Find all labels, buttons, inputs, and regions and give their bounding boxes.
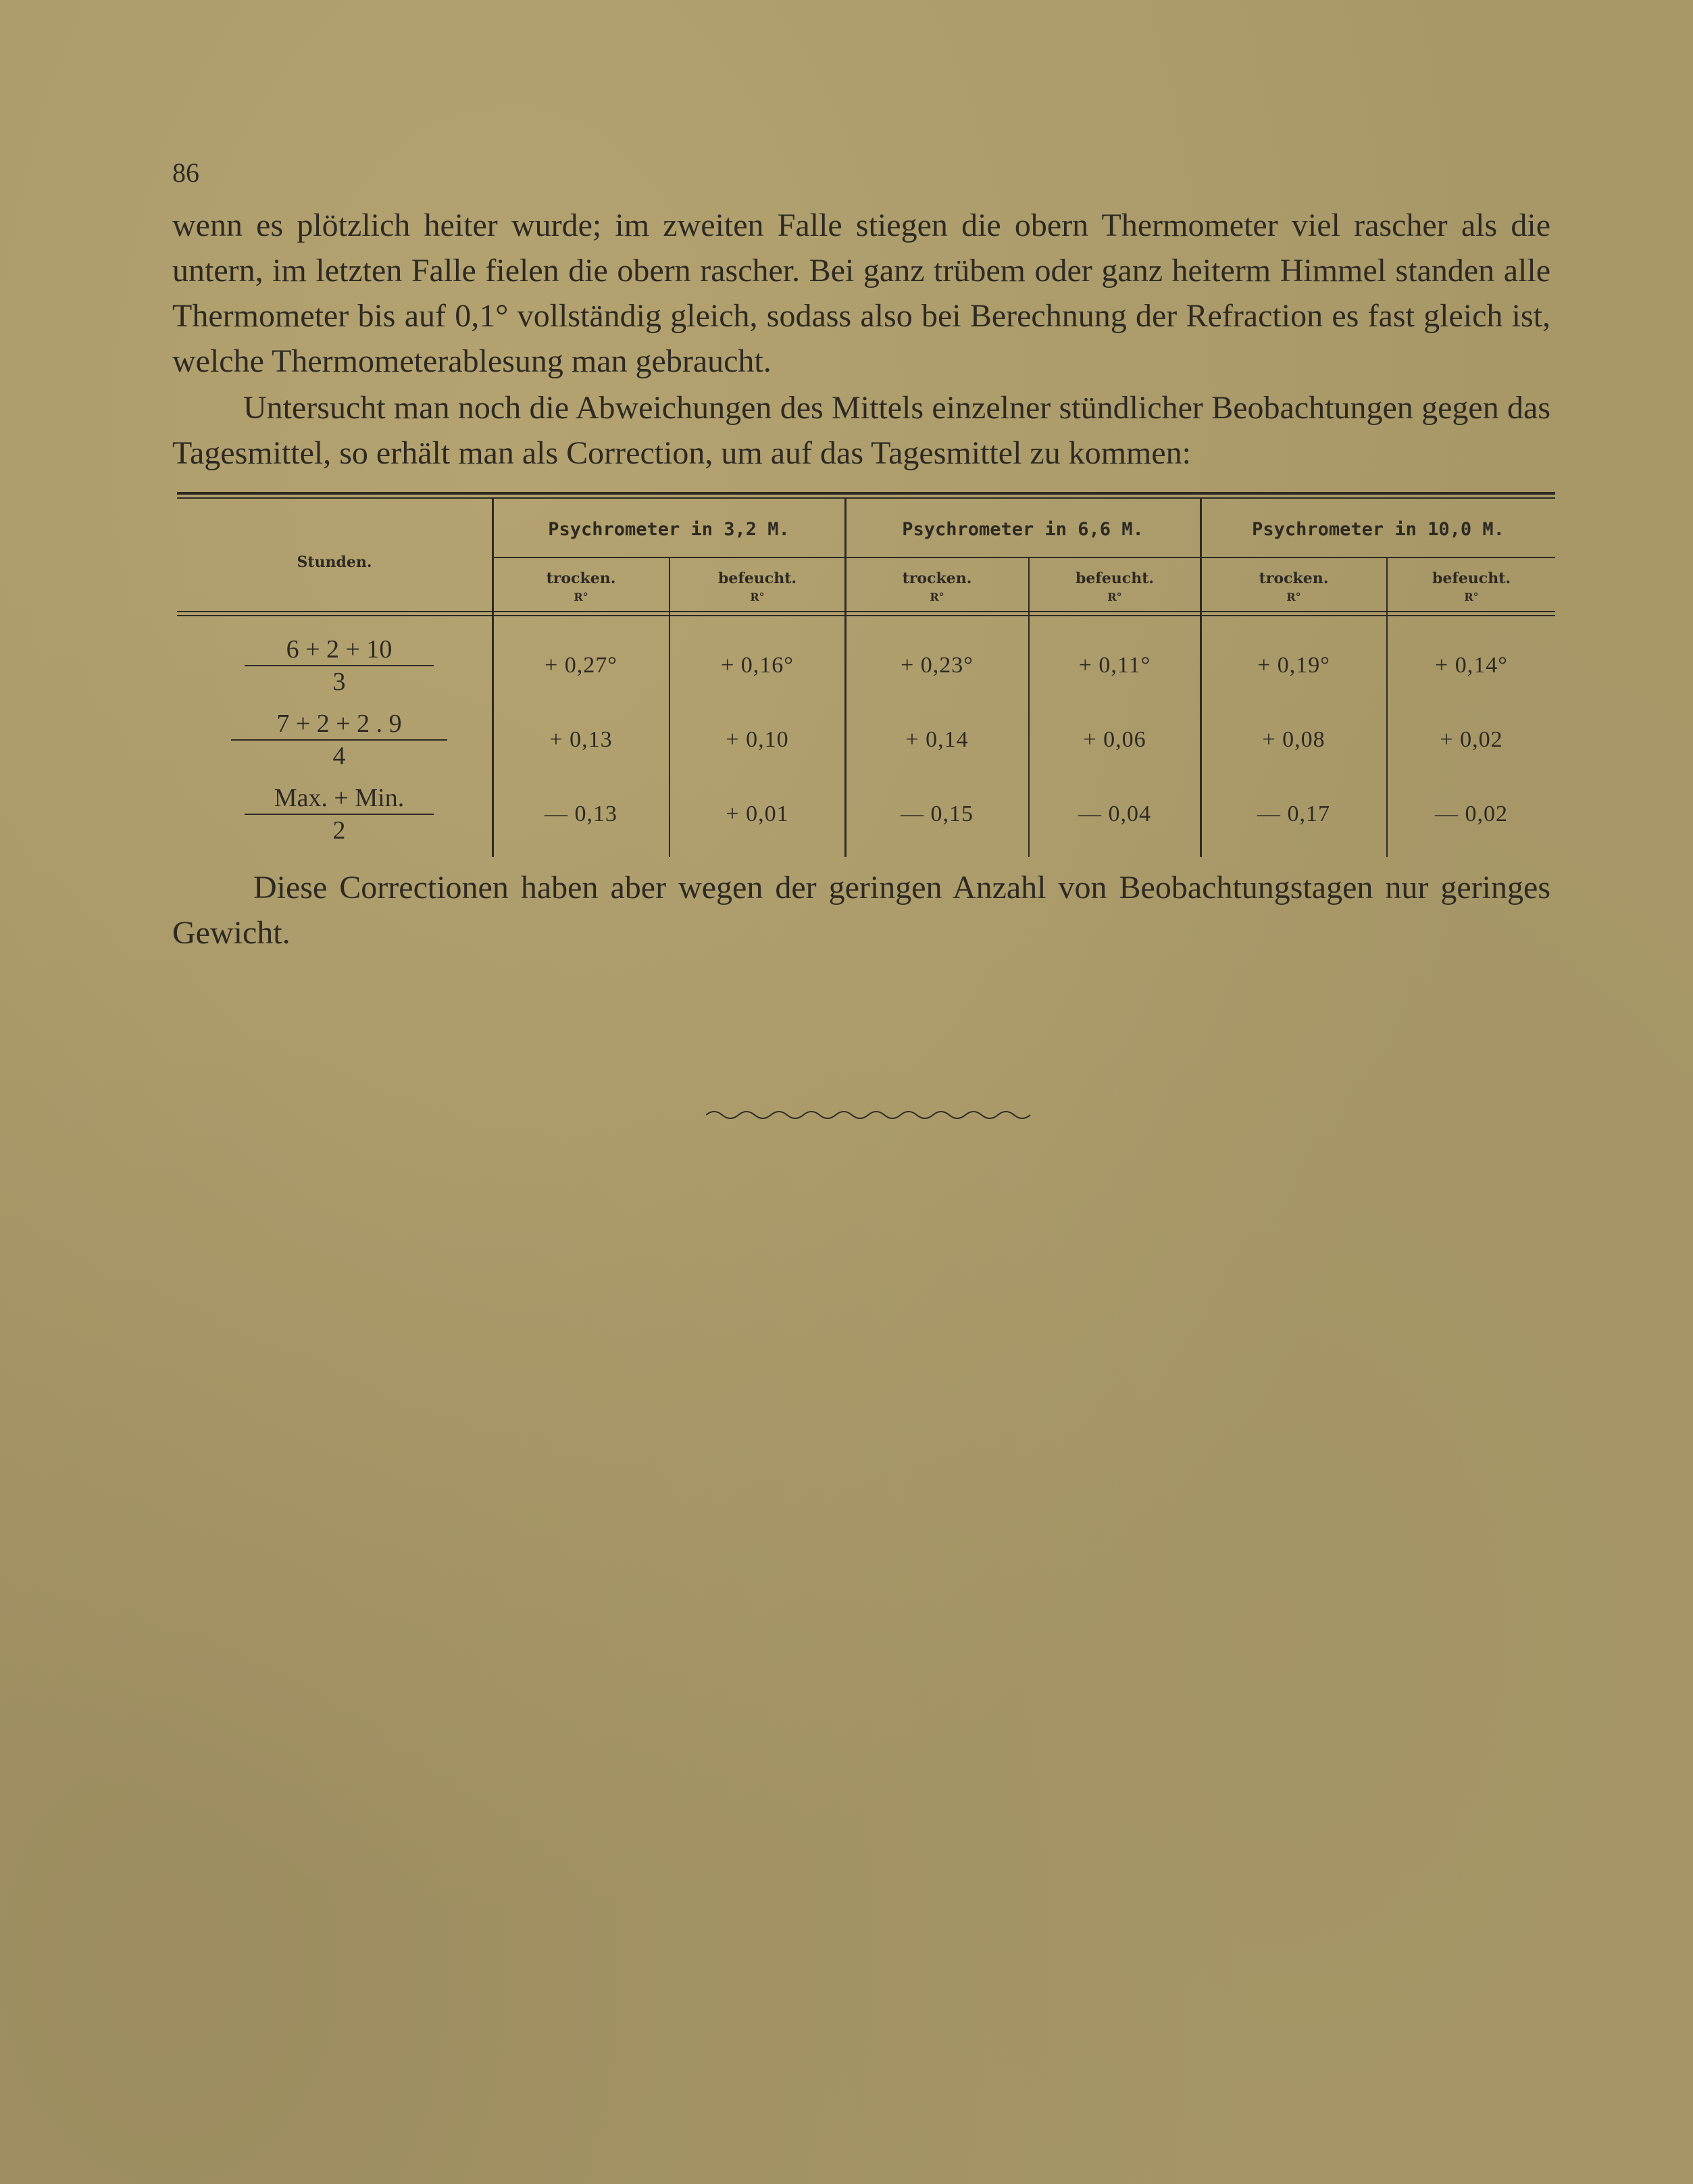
subheader-befeucht: befeucht. R° [717,570,797,603]
table-cell: + 0,14° [1435,653,1508,678]
table-cell: + 0,13 [549,727,613,752]
table-cell: — 0,13 [545,801,617,826]
table-cell: + 0,10 [726,727,789,752]
subheader-trocken: trocken. R° [546,570,616,603]
table-cell: + 0,23° [901,653,974,678]
paragraph-3: Diese Correctionen haben aber wegen der geringen Anzahl von Beobachtungstagen nur geringes Gewicht. [172,870,1550,951]
subheader-trocken: trocken. R° [902,570,972,603]
table-cell: — 0,17 [1257,801,1330,826]
table-cell: + 0,11° [1078,653,1151,678]
table-row-label-fraction: Max. + Min. 2 [245,784,434,845]
stunden-header: Stunden. [297,553,372,571]
header-bottom-rule-thin [177,615,1555,616]
subheader-trocken: trocken. R° [1259,570,1329,603]
table-cell: + 0,02 [1440,727,1503,752]
end-ornament [706,1107,1044,1120]
group-header-2: Psychrometer in 6,6 M. [902,519,1144,540]
table-cell: + 0,16° [721,653,794,678]
table-cell: + 0,14 [905,727,969,752]
header-bottom-rule [177,611,1555,612]
subheader-befeucht: befeucht. R° [1432,570,1511,603]
page-number: 86 [172,157,199,188]
table-top-rule-thin [177,497,1555,499]
table-row-label-fraction: 7 + 2 + 2 . 9 4 [231,710,447,770]
table-cell: — 0,02 [1435,801,1508,826]
group-header-1: Psychrometer in 3,2 M. [548,519,790,540]
table-cell: + 0,19° [1257,653,1330,678]
table-top-rule [177,492,1555,495]
correction-table [177,492,1555,865]
group-header-3: Psychrometer in 10,0 M. [1252,519,1505,540]
table-cell: + 0,27° [545,653,617,678]
group-header-rule [493,557,1555,558]
paragraph-1: wenn es plötzlich heiter wurde; im zweiten Falle stiegen die obern Thermometer viel rascher als die untern, im letzten Falle fielen die obern rascher. Bei ganz trübem oder ganz heiterm Himmel standen alle Thermometer bis auf 0,1° vollständig gleich, sodass also bei Berechnung der Refraction es fast gleich ist, welche Thermometerablesung man gebraucht. [172,207,1550,379]
subheader-befeucht: befeucht. R° [1075,570,1155,603]
table-cell: — 0,04 [1078,801,1151,826]
table-row-label-fraction: 6 + 2 + 10 3 [245,635,434,696]
paragraph-2: Untersucht man noch die Abweichungen des Mittels einzelner stündlicher Beobachtungen gegen das Tagesmittel, so erhält man als Correction, um auf das Tagesmittel zu kommen: [172,390,1550,471]
table-cell: + 0,08 [1262,727,1325,752]
table-cell: + 0,01 [726,801,789,826]
table-cell: — 0,15 [901,801,974,826]
table-cell: + 0,06 [1083,727,1146,752]
